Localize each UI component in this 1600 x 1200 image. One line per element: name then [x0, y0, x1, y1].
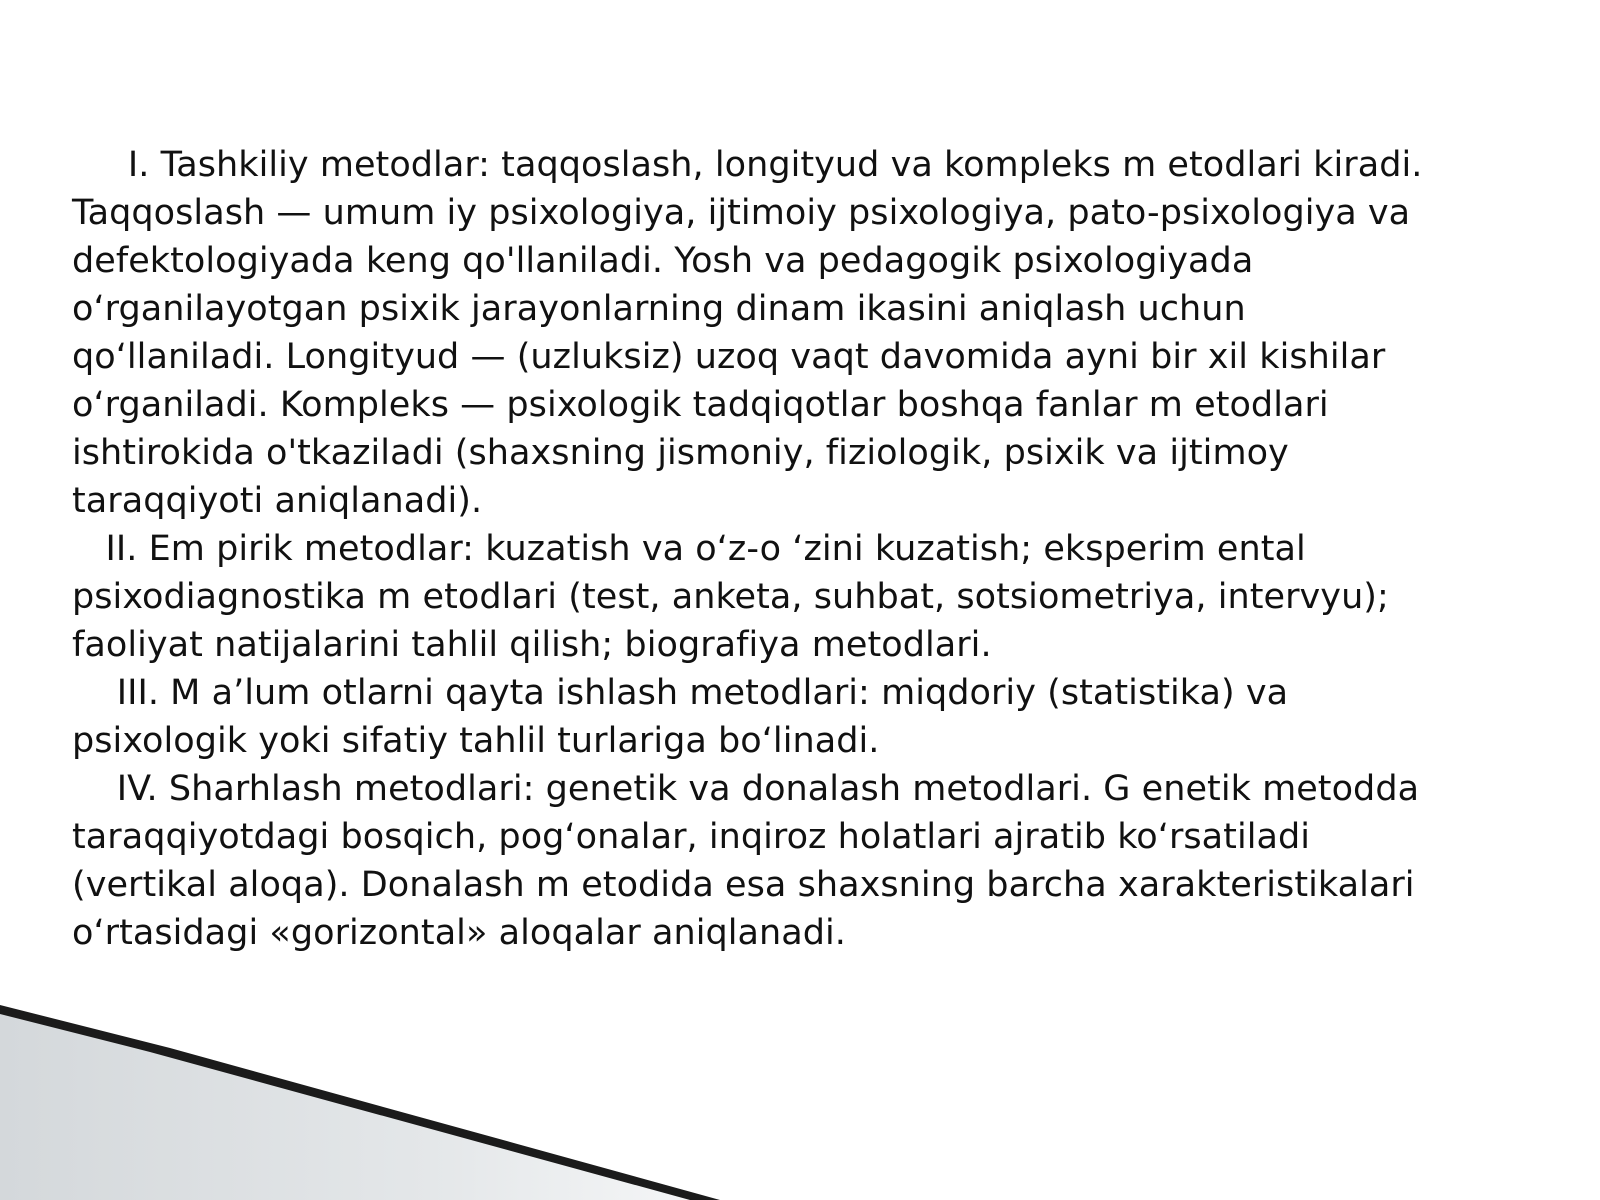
text-line: I. Tashkiliy metodlar: taqqoslash, longityud va kompleks m etodlari kiradi.	[72, 145, 1423, 185]
text-line: defektologiyada keng qo'llaniladi. Yosh va pedagogik psixologiyada	[72, 241, 1254, 281]
text-line: taraqqiyoti aniqlanadi).	[72, 481, 483, 521]
text-line: o‘rtasidagi «gorizontal» aloqalar aniqlanadi.	[72, 913, 846, 953]
slide-body-text	[72, 141, 1552, 957]
text-line: IV. Sharhlash metodlari: genetik va donalash metodlari. G enetik metodda	[72, 769, 1420, 809]
text-line: II. Em pirik metodlar: kuzatish va o‘z-o ‘zini kuzatish; eksperim ental	[72, 529, 1306, 569]
text-line: psixologik yoki sifatiy tahlil turlariga bo‘linadi.	[72, 721, 880, 761]
text-line: ishtirokida o'tkaziladi (shaxsning jismoniy, fiziologik, psixik va ijtimoy	[72, 433, 1289, 473]
text-line: taraqqiyotdagi bosqich, pog‘onalar, inqiroz holatlari ajratib ko‘rsatiladi	[72, 817, 1311, 857]
text-line: Taqqoslash — umum iy psixologiya, ijtimoiy psixologiya, pato-psixologiya va	[72, 193, 1411, 233]
text-line: faoliyat natijalarini tahlil qilish; biografiya metodlari.	[72, 625, 992, 665]
text-line: o‘rganilayotgan psixik jarayonlarning dinam ikasini aniqlash uchun	[72, 289, 1246, 329]
text-line: III. M a’lum otlarni qayta ishlash metodlari: miqdoriy (statistika) va	[72, 673, 1289, 713]
text-line: qo‘llaniladi. Longityud — (uzluksiz) uzoq vaqt davomida ayni bir xil kishilar	[72, 337, 1386, 377]
text-line: psixodiagnostika m etodlari (test, anketa, suhbat, sotsiometriya, intervyu);	[72, 577, 1389, 617]
text-line: o‘rganiladi. Kompleks — psixologik tadqiqotlar boshqa fanlar m etodlari	[72, 385, 1329, 425]
text-line: (vertikal aloqa). Donalash m etodida esa shaxsning barcha xarakteristikalari	[72, 865, 1415, 905]
